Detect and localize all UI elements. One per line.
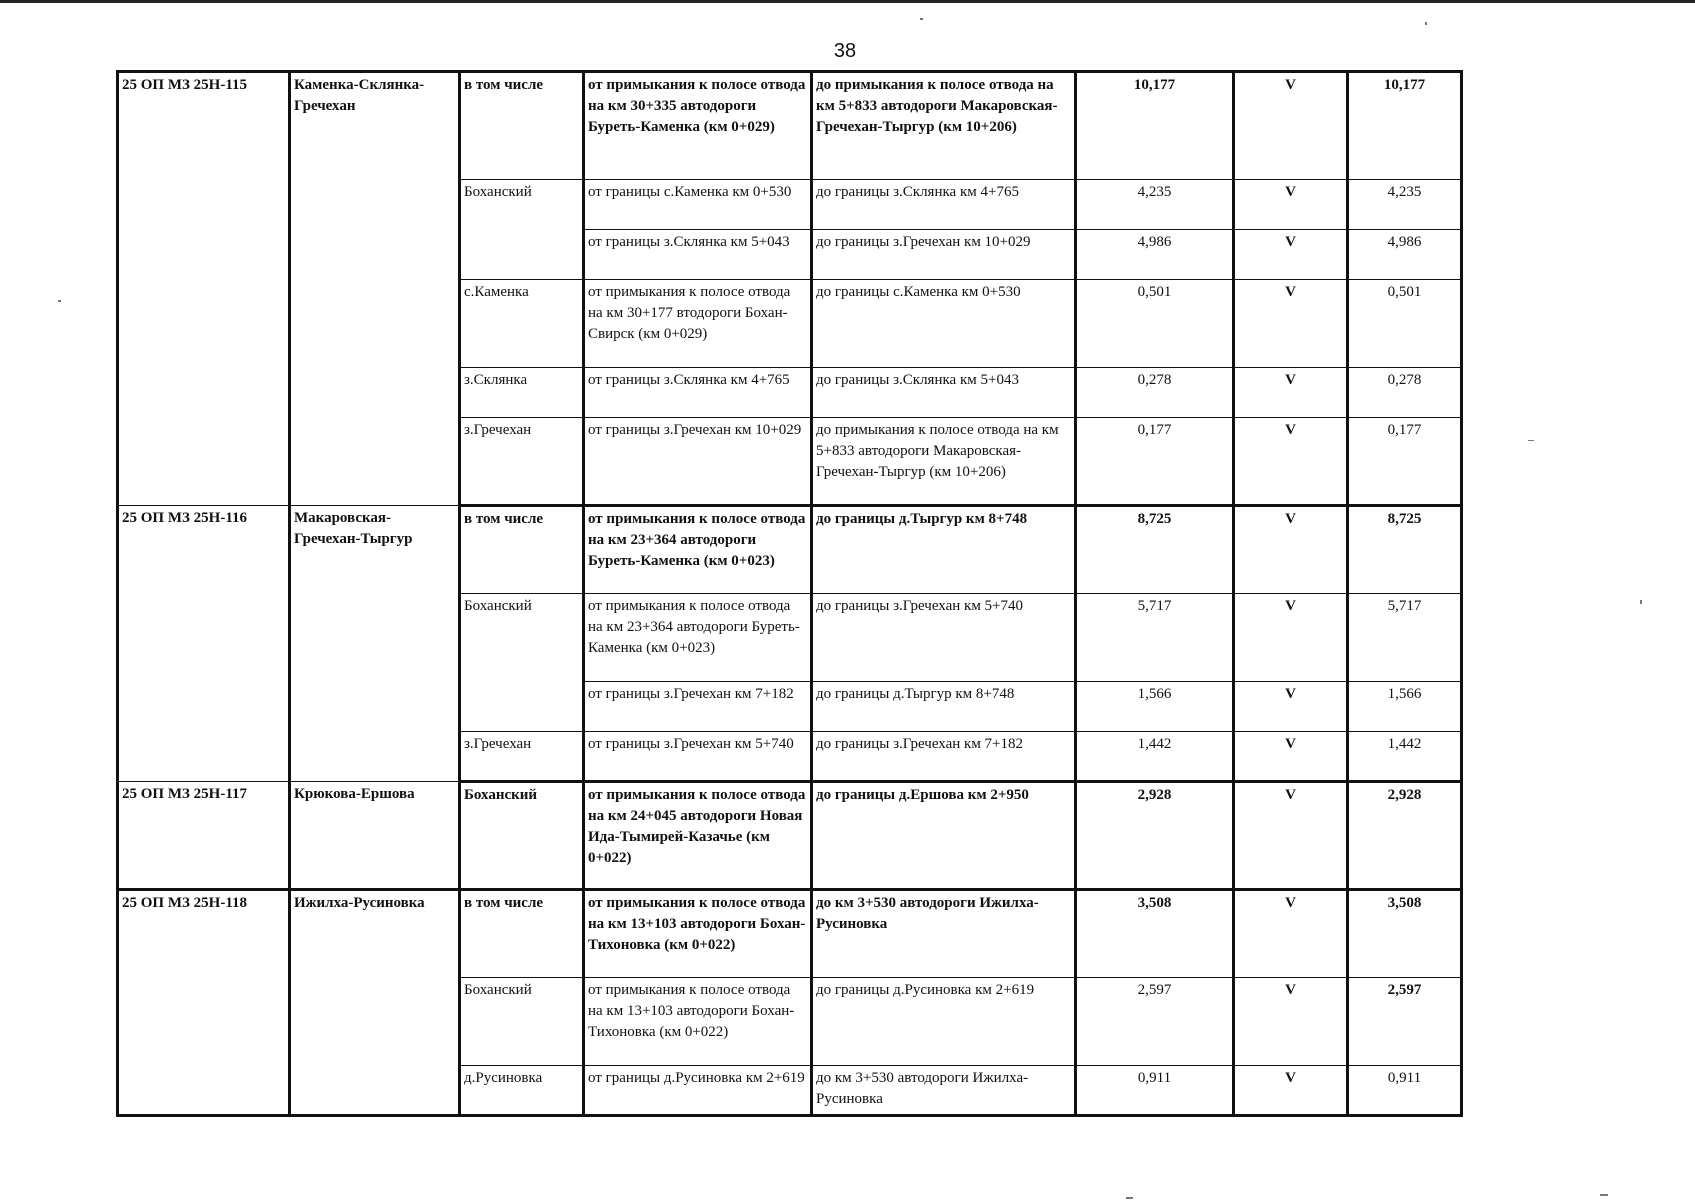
table-row xyxy=(118,506,1462,594)
road-category-cell: V xyxy=(1234,506,1348,594)
road-category-cell: V xyxy=(1234,732,1348,782)
road-category-cell: V xyxy=(1234,280,1348,368)
segment-to-cell: до км 3+530 автодороги Ижилха-Русиновка xyxy=(812,890,1076,978)
segment-to-cell: до границы д.Ершова км 2+950 xyxy=(812,782,1076,890)
scan-speck xyxy=(1640,600,1642,604)
segment-from-cell: от границы з.Склянка км 5+043 xyxy=(584,230,812,280)
scan-speck xyxy=(1425,22,1427,25)
scan-speck xyxy=(58,300,61,302)
total-length-cell: 8,725 xyxy=(1348,506,1462,594)
table-row xyxy=(118,72,1462,180)
segment-to-cell: до границы д.Тыргур км 8+748 xyxy=(812,682,1076,732)
segment-length-cell: 2,928 xyxy=(1076,782,1234,890)
road-code-cell: 25 ОП МЗ 25Н-117 xyxy=(118,782,290,890)
segment-to-cell: до границы д.Русиновка км 2+619 xyxy=(812,978,1076,1066)
segment-to-cell: до границы з.Склянка км 5+043 xyxy=(812,368,1076,418)
segment-from-cell: от границы з.Гречехан км 5+740 xyxy=(584,732,812,782)
segment-length-cell: 3,508 xyxy=(1076,890,1234,978)
total-length-cell: 0,177 xyxy=(1348,418,1462,506)
segment-length-cell: 10,177 xyxy=(1076,72,1234,180)
road-category-cell: V xyxy=(1234,418,1348,506)
total-length-cell: 10,177 xyxy=(1348,72,1462,180)
segment-length-cell: 8,725 xyxy=(1076,506,1234,594)
segment-from-cell: от границы д.Русиновка км 2+619 xyxy=(584,1066,812,1116)
segment-length-cell: 1,442 xyxy=(1076,732,1234,782)
table-row xyxy=(118,890,1462,978)
total-length-cell: 0,278 xyxy=(1348,368,1462,418)
top-scan-border xyxy=(0,0,1695,3)
segment-from-cell: от примыкания к полосе отвода на км 30+177 втодороги Бохан-Свирск (км 0+029) xyxy=(584,280,812,368)
segment-length-cell: 4,986 xyxy=(1076,230,1234,280)
segment-from-cell: от примыкания к полосе отвода на км 24+045 автодороги Новая Ида-Тымирей-Казачье (км 0+022) xyxy=(584,782,812,890)
district-cell: Боханский xyxy=(460,782,584,890)
segment-to-cell: до примыкания к полосе отвода на км 5+833 автодороги Макаровская-Гречехан-Тыргур (км 10+206) xyxy=(812,72,1076,180)
district-cell: в том числе xyxy=(460,506,584,594)
segment-to-cell: до границы з.Гречехан км 5+740 xyxy=(812,594,1076,682)
segment-from-cell: от границы с.Каменка км 0+530 xyxy=(584,180,812,230)
district-cell: з.Гречехан xyxy=(460,732,584,782)
total-length-cell: 4,235 xyxy=(1348,180,1462,230)
road-category-cell: V xyxy=(1234,180,1348,230)
district-cell: в том числе xyxy=(460,72,584,180)
segment-from-cell: от границы з.Склянка км 4+765 xyxy=(584,368,812,418)
district-cell: с.Каменка xyxy=(460,280,584,368)
road-category-cell: V xyxy=(1234,594,1348,682)
segment-from-cell: от примыкания к полосе отвода на км 23+364 автодороги Буреть-Каменка (км 0+023) xyxy=(584,594,812,682)
district-cell: в том числе xyxy=(460,890,584,978)
segment-length-cell: 1,566 xyxy=(1076,682,1234,732)
road-code-cell: 25 ОП МЗ 25Н-115 xyxy=(118,72,290,506)
segment-length-cell: 0,177 xyxy=(1076,418,1234,506)
scan-speck xyxy=(1600,1194,1608,1196)
district-cell: з.Склянка xyxy=(460,368,584,418)
segment-to-cell: до примыкания к полосе отвода на км 5+833 автодороги Макаровская-Гречехан-Тыргур (км 10+206) xyxy=(812,418,1076,506)
segment-from-cell: от примыкания к полосе отвода на км 23+364 автодороги Буреть-Каменка (км 0+023) xyxy=(584,506,812,594)
total-length-cell: 1,566 xyxy=(1348,682,1462,732)
scan-speck xyxy=(1126,1197,1133,1199)
total-length-cell: 0,501 xyxy=(1348,280,1462,368)
segment-length-cell: 0,278 xyxy=(1076,368,1234,418)
segment-to-cell: до границы з.Гречехан км 7+182 xyxy=(812,732,1076,782)
total-length-cell: 1,442 xyxy=(1348,732,1462,782)
segment-length-cell: 2,597 xyxy=(1076,978,1234,1066)
district-cell: Боханский xyxy=(460,180,584,280)
segment-to-cell: до границы з.Склянка км 4+765 xyxy=(812,180,1076,230)
total-length-cell: 2,597 xyxy=(1348,978,1462,1066)
road-category-cell: V xyxy=(1234,890,1348,978)
segment-from-cell: от примыкания к полосе отвода на км 13+103 автодороги Бохан-Тихоновка (км 0+022) xyxy=(584,978,812,1066)
segment-length-cell: 5,717 xyxy=(1076,594,1234,682)
segment-from-cell: от примыкания к полосе отвода на км 30+335 автодороги Буреть-Каменка (км 0+029) xyxy=(584,72,812,180)
road-name-cell: Ижилха-Русиновка xyxy=(290,890,460,1116)
district-cell: Боханский xyxy=(460,978,584,1066)
scan-speck xyxy=(1528,440,1534,441)
road-category-cell: V xyxy=(1234,682,1348,732)
road-name-cell: Макаровская-Гречехан-Тыргур xyxy=(290,506,460,782)
road-category-cell: V xyxy=(1234,978,1348,1066)
road-category-cell: V xyxy=(1234,72,1348,180)
table-row xyxy=(118,782,1462,890)
district-cell: з.Гречехан xyxy=(460,418,584,506)
road-category-cell: V xyxy=(1234,230,1348,280)
page-number: 38 xyxy=(833,40,857,62)
total-length-cell: 0,911 xyxy=(1348,1066,1462,1116)
segment-length-cell: 4,235 xyxy=(1076,180,1234,230)
segment-to-cell: до границы с.Каменка км 0+530 xyxy=(812,280,1076,368)
segment-to-cell: до границы д.Тыргур км 8+748 xyxy=(812,506,1076,594)
district-cell: д.Русиновка xyxy=(460,1066,584,1116)
road-category-cell: V xyxy=(1234,782,1348,890)
roads-table xyxy=(116,70,1463,1117)
segment-to-cell: до км 3+530 автодороги Ижилха-Русиновка xyxy=(812,1066,1076,1116)
total-length-cell: 5,717 xyxy=(1348,594,1462,682)
total-length-cell: 4,986 xyxy=(1348,230,1462,280)
road-code-cell: 25 ОП МЗ 25Н-116 xyxy=(118,506,290,782)
road-code-cell: 25 ОП МЗ 25Н-118 xyxy=(118,890,290,1116)
segment-from-cell: от границы з.Гречехан км 7+182 xyxy=(584,682,812,732)
segment-length-cell: 0,911 xyxy=(1076,1066,1234,1116)
segment-from-cell: от примыкания к полосе отвода на км 13+103 автодороги Бохан-Тихоновка (км 0+022) xyxy=(584,890,812,978)
road-category-cell: V xyxy=(1234,368,1348,418)
segment-length-cell: 0,501 xyxy=(1076,280,1234,368)
scan-speck xyxy=(920,18,923,20)
road-name-cell: Крюкова-Ершова xyxy=(290,782,460,890)
road-name-cell: Каменка-Склянка-Гречехан xyxy=(290,72,460,506)
total-length-cell: 3,508 xyxy=(1348,890,1462,978)
total-length-cell: 2,928 xyxy=(1348,782,1462,890)
road-category-cell: V xyxy=(1234,1066,1348,1116)
segment-from-cell: от границы з.Гречехан км 10+029 xyxy=(584,418,812,506)
segment-to-cell: до границы з.Гречехан км 10+029 xyxy=(812,230,1076,280)
district-cell: Боханский xyxy=(460,594,584,732)
